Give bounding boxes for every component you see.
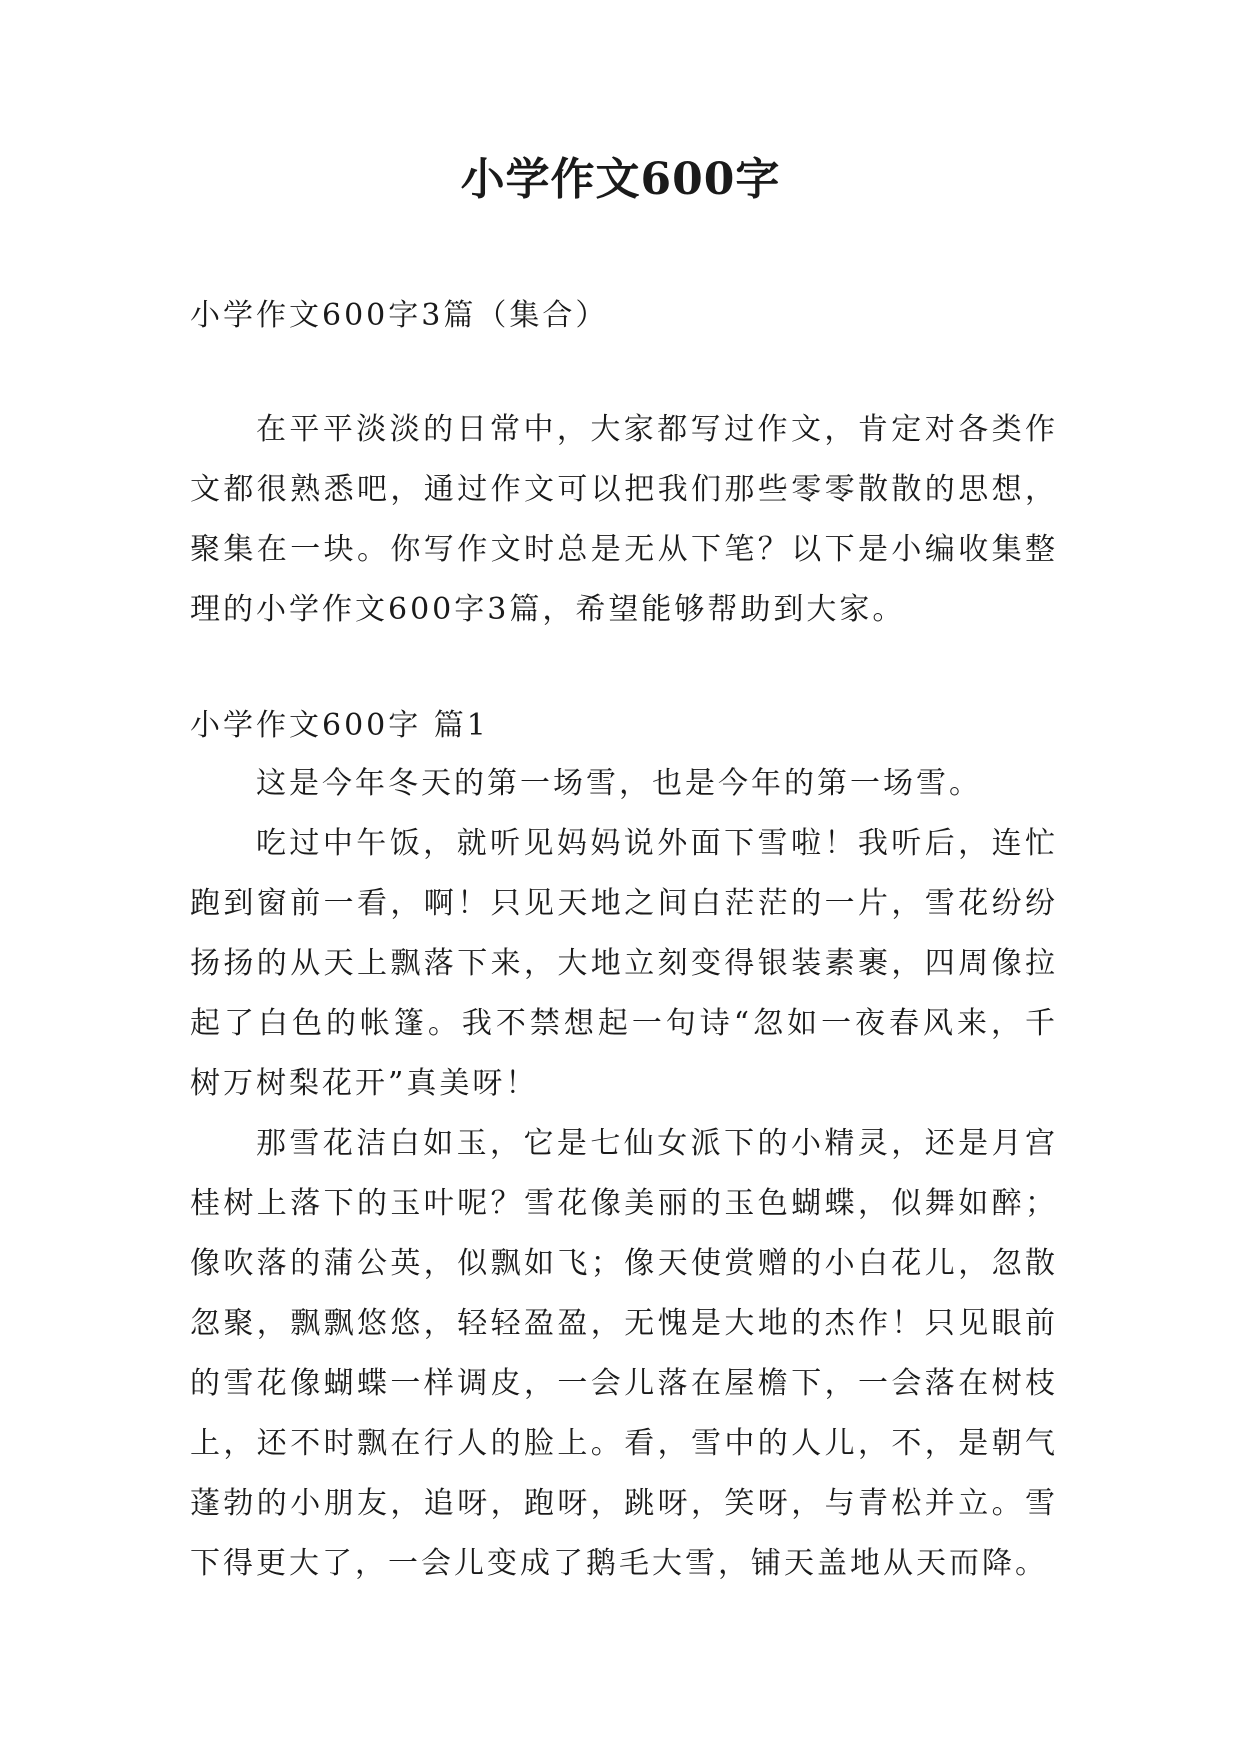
essay-body [190,754,1058,1594]
essay-paragraph-3: 那雪花洁白如玉，它是七仙女派下的小精灵，还是月宫桂树上落下的玉叶呢？雪花像美丽的玉色蝴蝶，似舞如醉；像吹落的蒲公英，似飘如飞；像天使赏赠的小白花儿，忽散忽聚，飘飘悠悠，轻轻盈盈，无愧是大地的杰作！只见眼前的雪花像蝴蝶一样调皮，一会儿落在屋檐下，一会落在树枝上，还不时飘在行人的脸上。看，雪中的人儿，不，是朝气蓬勃的小朋友，追呀，跑呀，跳呀，笑呀，与青松并立。雪下得更大了，一会儿变成了鹅毛大雪，铺天盖地从天而降。 [190,1126,1058,1581]
essay-paragraph-2: 吃过中午饭，就听见妈妈说外面下雪啦！我听后，连忙跑到窗前一看，啊！只见天地之间白茫茫的一片，雪花纷纷扬扬的从天上飘落下来，大地立刻变得银装素裹，四周像拉起了白色的帐篷。我不禁想起一句诗“忽如一夜春风来，千树万树梨花开”真美呀！ [190,826,1058,1101]
document-subtitle: 小学作文600字3篇（集合） [190,298,609,333]
document-title: 小学作文600字 [460,154,781,205]
section-heading: 小学作文600字 篇1 [190,708,489,743]
essay-paragraph-1: 这是今年冬天的第一场雪，也是今年的第一场雪。 [256,766,982,801]
intro-paragraph: 在平平淡淡的日常中，大家都写过作文，肯定对各类作文都很熟悉吧，通过作文可以把我们那些零零散散的思想，聚集在一块。你写作文时总是无从下笔？以下是小编收集整理的小学作文600字3篇，希望能够帮助到大家。 [190,412,1058,627]
